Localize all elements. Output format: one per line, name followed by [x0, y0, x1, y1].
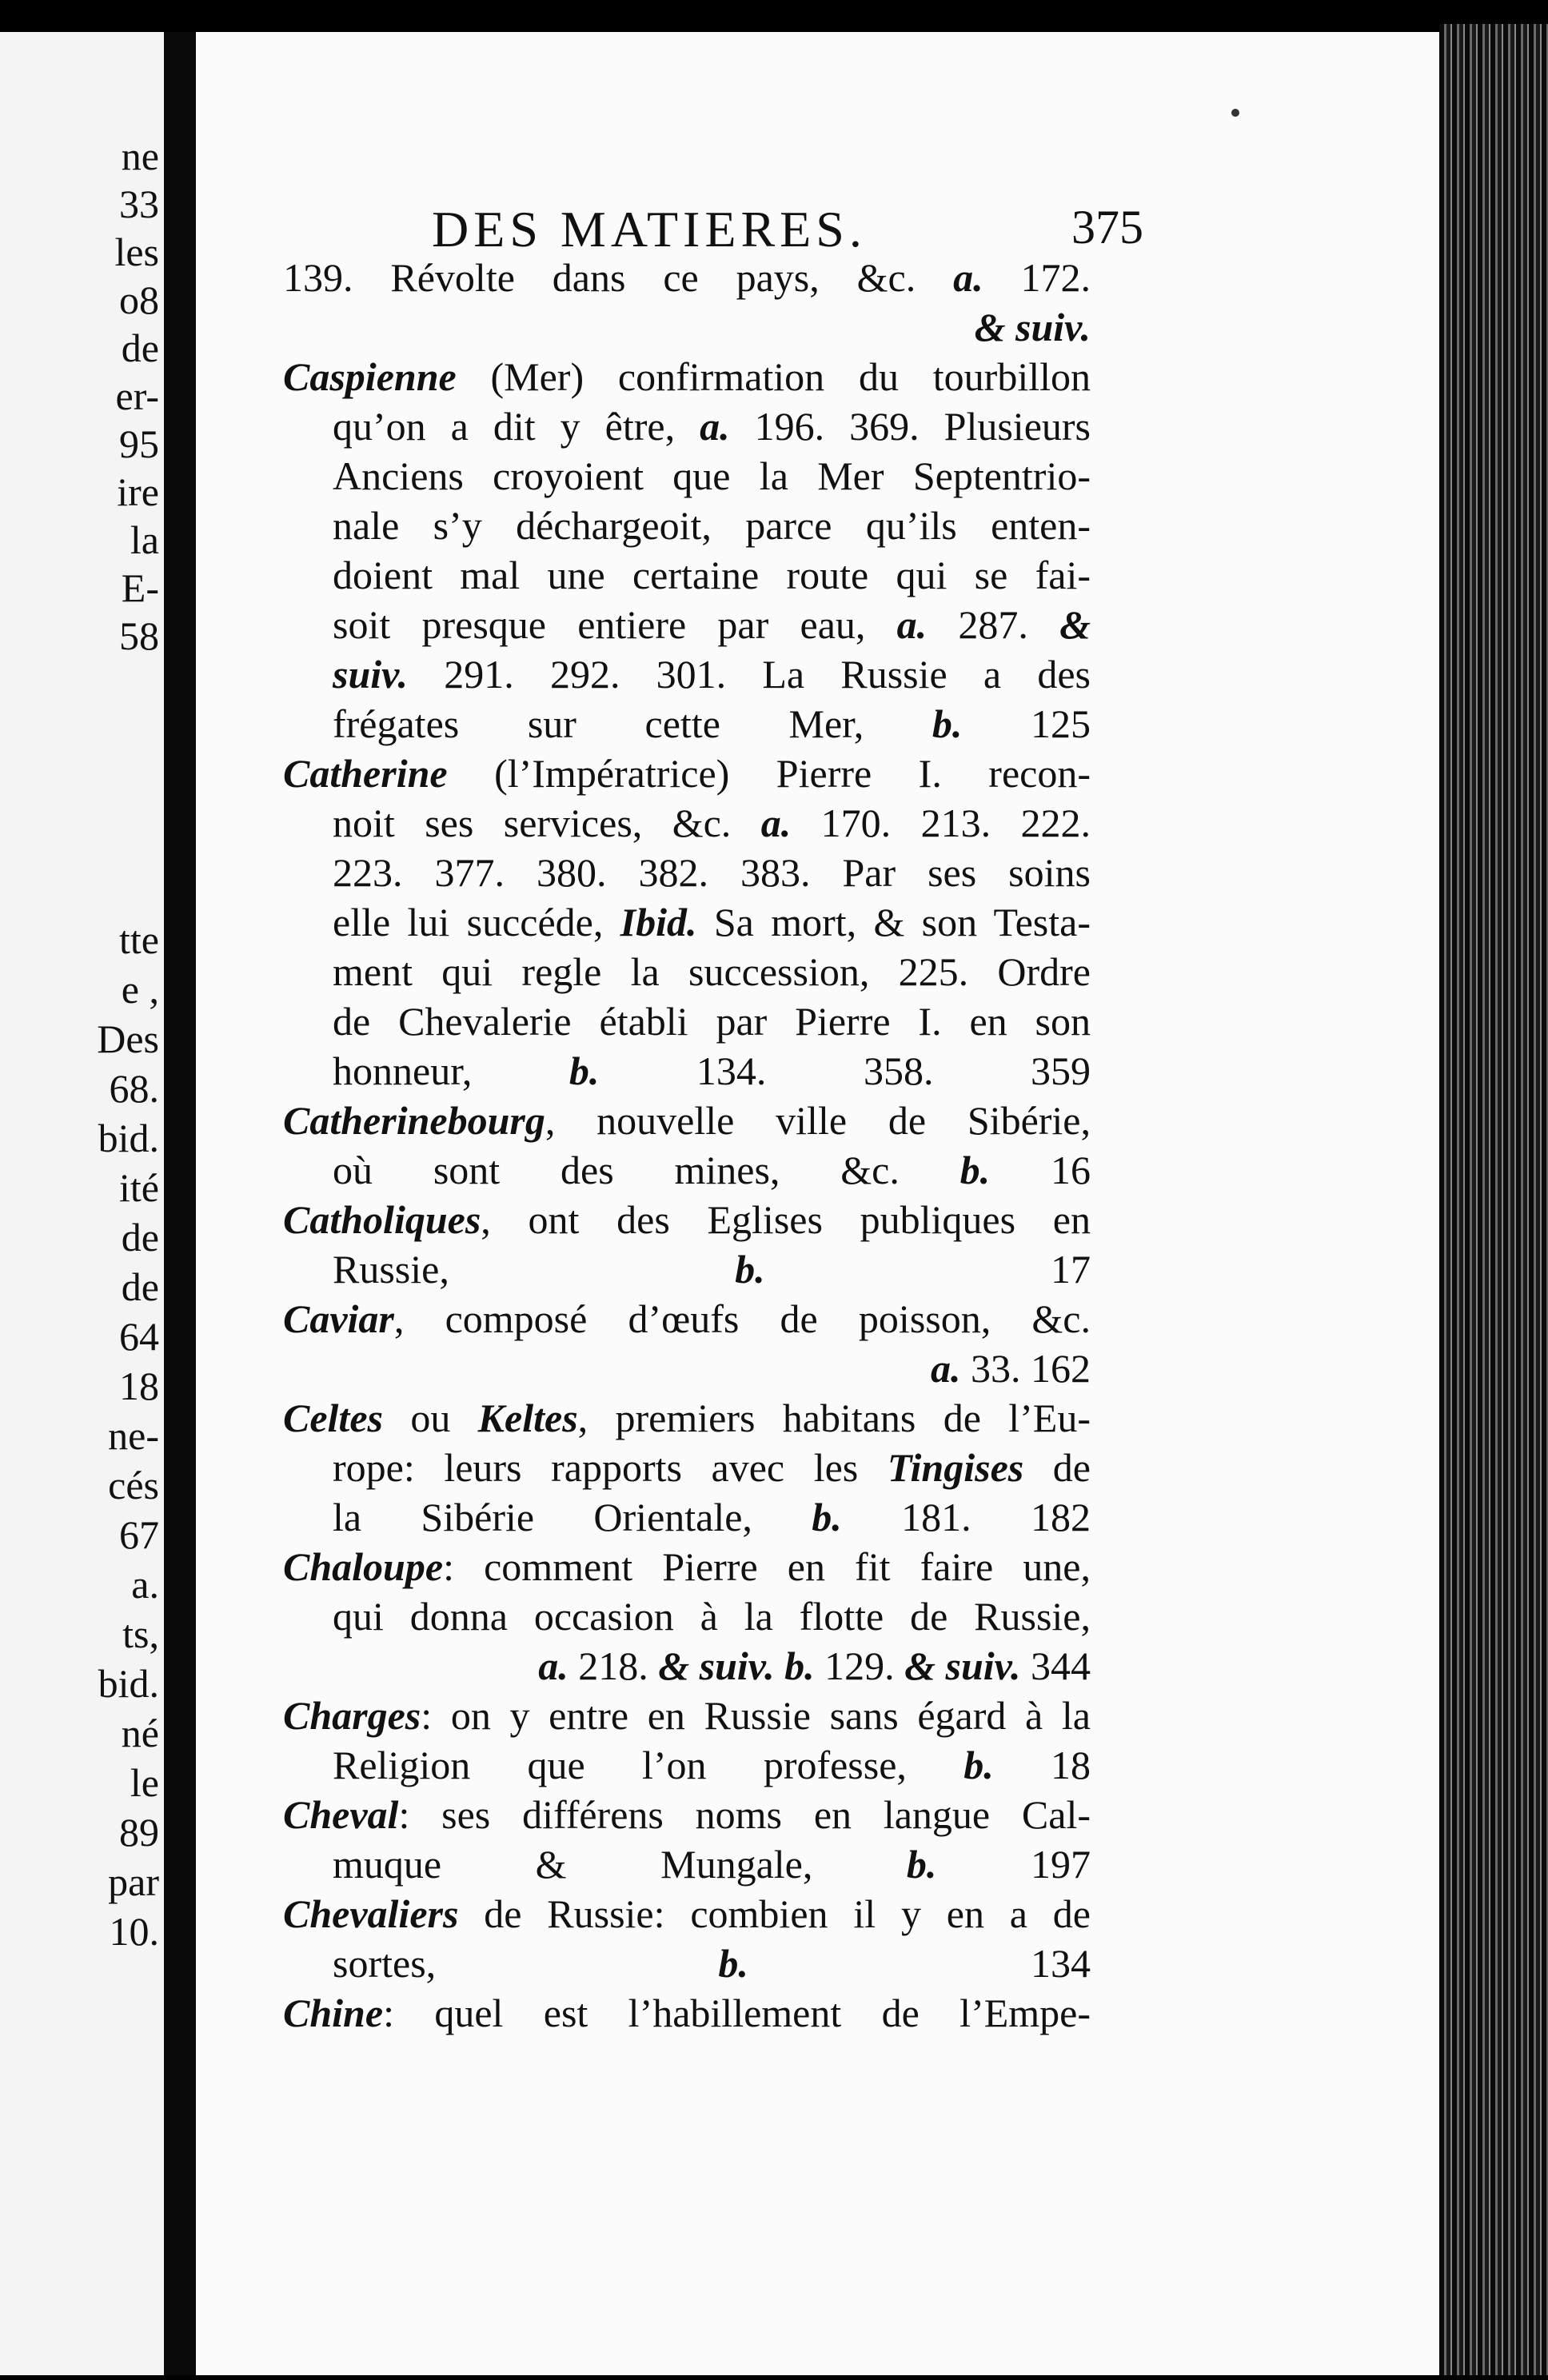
index-reference: a.: [700, 404, 730, 449]
left-margin-fragment: bid.: [98, 1116, 159, 1160]
left-margin-fragment: o8: [119, 278, 159, 322]
index-text: sortes,: [333, 1941, 719, 1986]
index-line: [283, 1393, 1091, 1443]
index-text: , ont des Eglises publiques en: [481, 1197, 1091, 1242]
left-margin-fragment: ité: [119, 1165, 159, 1210]
index-term: Keltes: [477, 1396, 578, 1440]
page-number: 375: [1071, 201, 1143, 254]
index-line: [283, 352, 1091, 401]
index-text: 139. Révolte dans ce pays, &c.: [283, 255, 954, 300]
index-reference: b.: [569, 1048, 600, 1093]
index-text: Religion que l’on professe,: [333, 1743, 964, 1787]
index-reference: b.: [718, 1941, 748, 1986]
index-term: Chine: [283, 1991, 384, 2035]
index-line: [283, 1046, 1091, 1096]
index-text: elle lui succéde,: [333, 900, 620, 944]
index-line: [283, 1939, 1091, 1988]
index-line: [283, 1492, 1091, 1542]
index-text: rope: leurs rapports avec les: [333, 1445, 888, 1490]
index-text: 170. 213. 222.: [791, 801, 1091, 845]
index-text: 16: [990, 1148, 1091, 1192]
index-text: 172.: [983, 255, 1091, 300]
left-margin-fragment: E-: [121, 565, 159, 610]
index-term: Chevaliers: [283, 1891, 459, 1936]
index-text: frégates sur cette Mer,: [333, 701, 932, 746]
index-term: Catherine: [283, 751, 448, 796]
left-margin-fragment: les: [114, 230, 159, 274]
index-text: la Sibérie Orientale,: [333, 1495, 812, 1539]
left-margin-fragment: 33: [119, 182, 159, 226]
index-term: Catherinebourg: [283, 1098, 545, 1143]
index-line: [283, 1195, 1091, 1244]
index-text: , premiers habitans de l’Eu-: [577, 1396, 1091, 1440]
index-text: 125: [962, 701, 1091, 746]
index-line: [283, 1790, 1091, 1839]
index-line: [283, 947, 1091, 996]
left-margin-fragment: 18: [119, 1364, 159, 1408]
index-entries: [283, 253, 1091, 2038]
index-reference: & suiv. b.: [658, 1643, 815, 1688]
index-text: : ses différens noms en langue Cal-: [398, 1792, 1091, 1837]
index-text: Sa mort, & son Testa-: [696, 900, 1091, 944]
index-line: [283, 1294, 1091, 1344]
index-reference: b.: [735, 1247, 765, 1292]
index-reference: b.: [906, 1842, 937, 1887]
index-text: : quel est l’habillement de l’Empe-: [383, 1991, 1091, 2035]
index-text: 291. 292. 301. La Russie a des: [408, 652, 1091, 697]
index-line: [283, 699, 1091, 749]
index-line: [283, 550, 1091, 600]
index-text: doient mal une certaine route qui se fai-: [333, 553, 1091, 597]
index-reference: &: [1059, 602, 1091, 647]
index-reference: a.: [931, 1346, 961, 1391]
index-text: 181. 182: [841, 1495, 1091, 1539]
left-margin-fragment: 89: [119, 1810, 159, 1855]
left-margin-fragment: e ,: [121, 967, 159, 1012]
index-line: [283, 1691, 1091, 1740]
left-margin-fragment: ne-: [108, 1413, 159, 1458]
index-line: [283, 451, 1091, 501]
index-line: [283, 897, 1091, 947]
left-margin-fragment: 95: [119, 421, 159, 466]
index-text: Anciens croyoient que la Mer Septentrio-: [333, 453, 1091, 498]
left-margin-fragment: de: [121, 1264, 159, 1309]
index-text: 287.: [927, 602, 1060, 647]
index-line: [283, 996, 1091, 1046]
index-text: (l’Impératrice) Pierre I. recon-: [447, 751, 1091, 796]
index-line: [283, 600, 1091, 649]
left-margin-fragment: la: [130, 517, 159, 562]
left-margin-fragment: 67: [119, 1512, 159, 1557]
index-reference: a.: [760, 801, 792, 845]
left-margin-fragment: er-: [115, 373, 159, 418]
index-term: Chaloupe: [283, 1544, 444, 1589]
left-margin-fragment: de: [121, 325, 159, 370]
index-term: Caviar: [283, 1296, 394, 1341]
bottom-edge: [0, 2375, 1548, 2380]
index-text: 18: [993, 1743, 1091, 1787]
index-line: [283, 649, 1091, 699]
index-text: de: [1023, 1445, 1091, 1490]
left-margin-fragment: cés: [108, 1463, 159, 1507]
index-reference: & suiv.: [904, 1643, 1021, 1688]
index-text: noit ses services, &c.: [333, 801, 761, 845]
index-text: 17: [764, 1247, 1091, 1292]
index-text: 197: [936, 1842, 1091, 1887]
index-term: Charges: [283, 1693, 421, 1738]
left-page-margin-text: [63, 32, 159, 2380]
index-term: Celtes: [283, 1396, 383, 1440]
index-text: , nouvelle ville de Sibérie,: [545, 1098, 1091, 1143]
index-line: [283, 501, 1091, 550]
left-margin-fragment: par: [108, 1859, 159, 1904]
index-line: [283, 1988, 1091, 2038]
index-text: ment qui regle la succession, 225. Ordre: [333, 949, 1091, 994]
index-line: [283, 848, 1091, 897]
index-reference: b.: [812, 1495, 842, 1539]
left-margin-fragment: ire: [117, 469, 159, 514]
left-margin-fragment: tte: [119, 917, 159, 962]
index-text: : on y entre en Russie sans égard à la: [421, 1693, 1091, 1738]
index-term: Cheval: [283, 1792, 399, 1837]
index-text: 223. 377. 380. 382. 383. Par ses soins: [333, 850, 1091, 895]
index-line: [283, 1096, 1091, 1145]
index-line: [283, 749, 1091, 798]
index-line: [283, 1244, 1091, 1294]
left-margin-fragment: a.: [131, 1562, 159, 1607]
index-text: , composé d’œufs de poisson, &c.: [393, 1296, 1091, 1341]
book-gutter: [164, 32, 196, 2380]
index-text: muque & Mungale,: [333, 1842, 907, 1887]
index-text: nale s’y déchargeoit, parce qu’ils enten-: [333, 503, 1091, 548]
index-text: de Russie: combien il y en a de: [458, 1891, 1091, 1936]
index-text: 134. 358. 359: [599, 1048, 1091, 1093]
index-reference: a.: [896, 602, 928, 647]
index-term: Tingises: [887, 1445, 1024, 1490]
index-text: honneur,: [333, 1048, 569, 1093]
index-text: où sont des mines, &c.: [333, 1148, 960, 1192]
index-line: [283, 1889, 1091, 1939]
left-margin-fragment: ne: [121, 134, 159, 178]
index-line: [283, 1344, 1091, 1393]
index-reference: b.: [964, 1743, 994, 1787]
index-reference: a.: [953, 255, 983, 300]
index-text: 344: [1020, 1643, 1091, 1688]
index-line: [283, 1542, 1091, 1591]
index-text: ou: [382, 1396, 478, 1440]
index-text: qui donna occasion à la flotte de Russie,: [333, 1594, 1091, 1639]
index-text: soit presque entiere par eau,: [333, 602, 897, 647]
index-line: [283, 798, 1091, 848]
index-text: 196. 369. Plusieurs: [729, 404, 1091, 449]
left-margin-fragment: 58: [119, 613, 159, 658]
index-term: Catholiques: [283, 1197, 481, 1242]
index-reference: Ibid.: [620, 900, 697, 944]
index-line: [283, 1443, 1091, 1492]
header-title: DES MATIERES.: [432, 201, 867, 258]
left-margin-fragment: 64: [119, 1314, 159, 1359]
page-speck: [1231, 109, 1239, 117]
index-line: [283, 1591, 1091, 1641]
index-line: [283, 1145, 1091, 1195]
index-line: [283, 253, 1091, 302]
index-text: Russie,: [333, 1247, 736, 1292]
index-term: Caspienne: [283, 354, 457, 399]
left-margin-fragment: de: [121, 1215, 159, 1260]
left-margin-fragment: le: [130, 1760, 159, 1805]
index-line: [283, 302, 1091, 352]
left-margin-fragment: 10.: [109, 1909, 159, 1954]
index-text: 129.: [814, 1643, 905, 1688]
index-text: qu’on a dit y être,: [333, 404, 700, 449]
index-text: 218.: [568, 1643, 659, 1688]
index-line: [283, 1839, 1091, 1889]
index-line: [283, 401, 1091, 451]
index-text: 33. 162: [960, 1346, 1091, 1391]
left-margin-fragment: bid.: [98, 1661, 159, 1706]
index-reference: b.: [960, 1148, 991, 1192]
index-reference: b.: [932, 701, 963, 746]
index-line: [283, 1740, 1091, 1790]
left-facing-page: [0, 32, 164, 2380]
left-margin-fragment: né: [121, 1711, 159, 1755]
left-margin-fragment: ts,: [122, 1611, 159, 1656]
index-text: 134: [748, 1941, 1091, 1986]
index-reference: suiv.: [333, 652, 408, 697]
index-reference: a.: [538, 1643, 569, 1688]
left-margin-fragment: 68.: [109, 1066, 159, 1111]
index-text: (Mer) confirmation du tourbillon: [456, 354, 1091, 399]
page-edges: [1439, 24, 1548, 2380]
index-line: [283, 1641, 1091, 1691]
index-text: : comment Pierre en fit faire une,: [443, 1544, 1091, 1589]
index-reference: & suiv.: [974, 305, 1091, 349]
index-text: de Chevalerie établi par Pierre I. en son: [333, 999, 1091, 1044]
left-margin-fragment: Des: [97, 1016, 159, 1061]
